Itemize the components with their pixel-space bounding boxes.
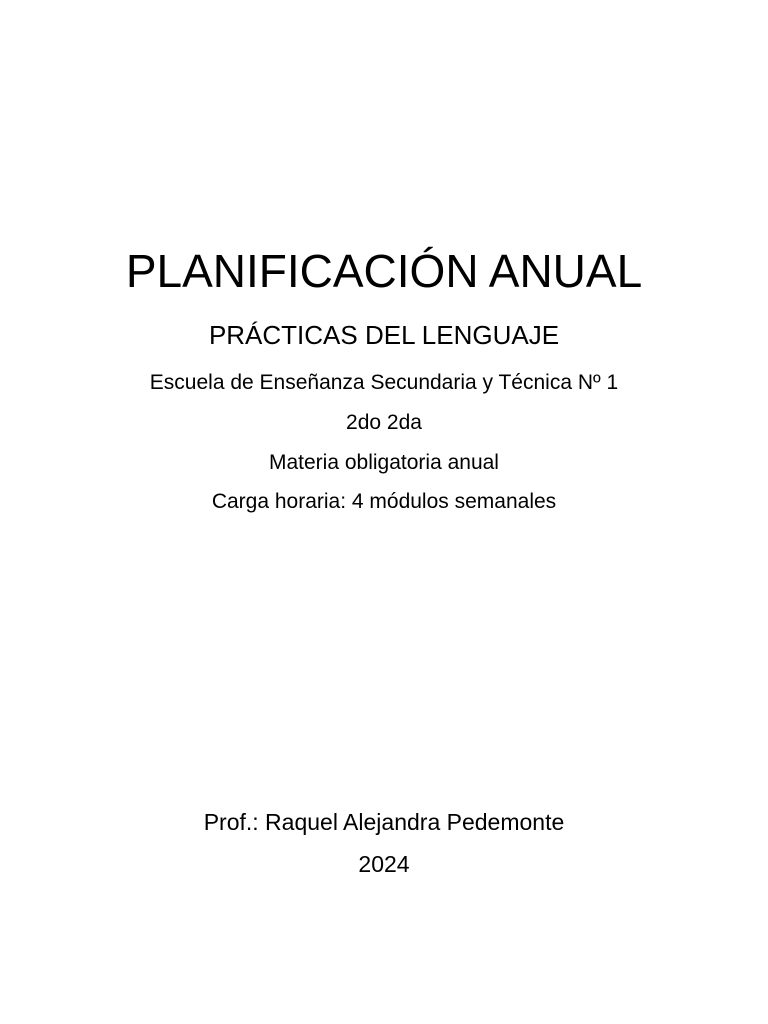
course-name: 2do 2da — [346, 411, 422, 434]
teacher-name: Prof.: Raquel Alejandra Pedemonte — [203, 809, 565, 835]
subject-type: Materia obligatoria anual — [269, 451, 499, 474]
document-title: PLANIFICACIÓN ANUAL — [125, 245, 643, 297]
school-name: Escuela de Enseñanza Secundaria y Técnica Nº 1 — [149, 371, 619, 394]
weekly-hours: Carga horaria: 4 módulos semanales — [211, 490, 557, 513]
subject-name: PRÁCTICAS DEL LENGUAJE — [208, 320, 560, 350]
school-year: 2024 — [358, 851, 410, 877]
